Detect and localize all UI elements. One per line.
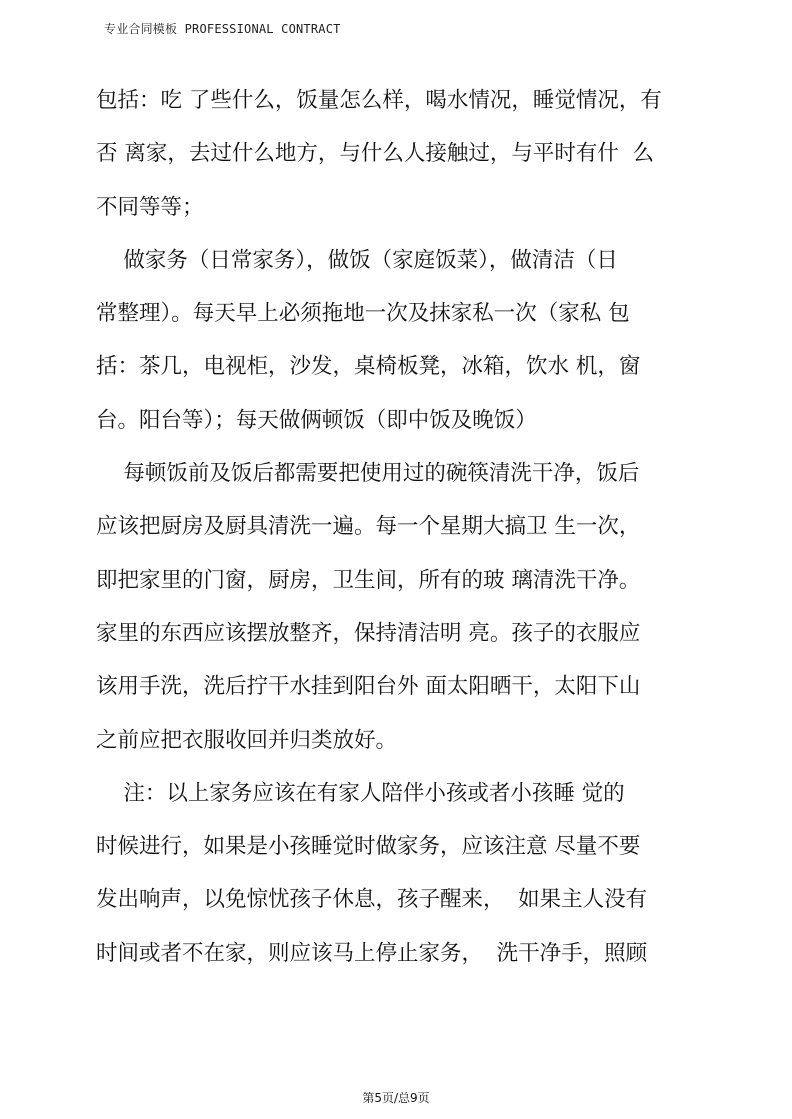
page-header: 专业合同模板 PROFESSIONAL CONTRACT [104, 22, 341, 36]
text-line: 之前应把衣服收回并归类放好。 [96, 727, 398, 753]
text-line: 时候进行，如果是小孩睡觉时做家务，应该注意 尽量不要 [96, 834, 641, 860]
text-line: 应该把厨房及厨具清洗一遍。每一个星期大搞卫 生一次， [96, 514, 641, 540]
text-line: 发出响声，以免惊忧孩子休息，孩子醒来， 如果主人没有 [96, 887, 648, 913]
page-number-footer: 第5页/总9页 [362, 1091, 430, 1105]
text-line: 否 离家，去过什么地方，与什么人接触过，与平时有什 么 [96, 141, 655, 167]
text-line: 即把家里的门窗，厨房，卫生间，所有的玻 璃清洗干净。 [96, 567, 641, 593]
document-body [96, 74, 706, 980]
text-line: 注：以上家务应该在有家人陪伴小孩或者小孩睡 觉的 [96, 780, 625, 806]
text-line: 常整理）。每天早上必须拖地一次及抹家私一次（家私 包 [96, 301, 630, 327]
text-line: 时间或者不在家，则应该马上停止家务， 洗干净手，照顾 [96, 940, 648, 966]
text-line: 括：茶几，电视柜，沙发，桌椅板凳，冰箱，饮水 机，窗 [96, 354, 641, 380]
text-line: 台。阳台等）；每天做俩顿饭（即中饭及晚饭） [96, 407, 537, 433]
text-line: 每顿饭前及饭后都需要把使用过的碗筷清洗干净，饭后 [96, 461, 640, 487]
text-line: 不同等等； [96, 194, 204, 220]
text-line: 家里的东西应该摆放整齐，保持清洁明 亮。孩子的衣服应 [96, 620, 641, 646]
text-line: 包括：吃 了些什么，饭量怎么样，喝水情况，睡觉情况，有 [96, 88, 662, 113]
text-line: 做家务（日常家务），做饭（家庭饭菜），做清洁（日 [96, 247, 618, 273]
text-line: 该用手洗，洗后拧干水挂到阳台外 面太阳晒干，太阳下山 [96, 674, 641, 700]
